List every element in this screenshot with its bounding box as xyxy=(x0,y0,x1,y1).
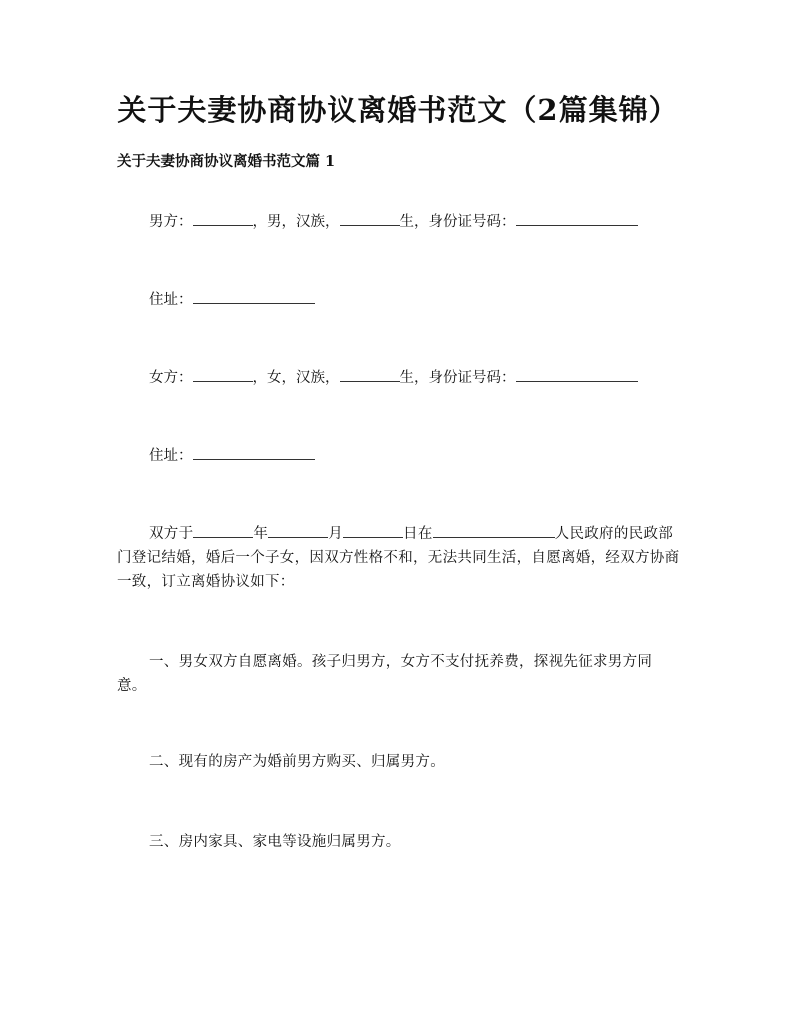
clause-2: 二、现有的房产为婚前男方购买、归属男方。 xyxy=(149,754,445,770)
month-blank xyxy=(268,522,328,538)
female-address-blank xyxy=(193,444,315,460)
female-id-blank xyxy=(516,366,638,382)
female-info-line xyxy=(117,366,713,390)
male-address-blank xyxy=(193,288,315,304)
male-birth-blank xyxy=(340,210,400,226)
section-heading: 关于夫妻协商协议离婚书范文篇 1 xyxy=(117,153,336,170)
location-blank xyxy=(433,522,555,538)
day-label: 日在 xyxy=(403,526,433,542)
document-title: 关于夫妻协商协议离婚书范文（2篇集锦） xyxy=(117,93,679,127)
month-label: 月 xyxy=(328,526,344,542)
female-gender-text: ，女，汉族， xyxy=(252,370,340,386)
male-id-blank xyxy=(516,210,638,226)
female-address-label: 住址： xyxy=(149,448,193,464)
male-gender-text: ，男，汉族， xyxy=(252,214,340,230)
clause-3: 三、房内家具、家电等设施归属男方。 xyxy=(149,834,401,850)
male-name-blank xyxy=(193,210,253,226)
male-address-label: 住址： xyxy=(149,292,193,308)
registration-paragraph xyxy=(117,522,681,594)
female-address-line xyxy=(117,444,713,468)
registration-prefix: 双方于 xyxy=(149,526,194,542)
day-blank xyxy=(343,522,403,538)
year-label: 年 xyxy=(253,526,269,542)
female-label: 女方： xyxy=(149,370,193,386)
male-label: 男方： xyxy=(149,214,193,230)
male-address-line xyxy=(117,288,713,312)
female-birth-blank xyxy=(340,366,400,382)
registration-text: 人民政府的民政部门登记结婚，婚后一个子女，因双方性格不和，无法共同生活，自愿离婚，经双方协商一致，订立离婚协议如下： xyxy=(117,526,680,590)
female-birth-text: 生，身份证号码： xyxy=(399,370,516,386)
female-name-blank xyxy=(193,366,253,382)
male-birth-text: 生，身份证号码： xyxy=(399,214,516,230)
year-blank xyxy=(193,522,253,538)
clause-1: 一、男女双方自愿离婚。孩子归男方，女方不支付抚养费，探视先征求男方同意。 xyxy=(117,654,653,694)
male-info-line xyxy=(117,210,713,234)
